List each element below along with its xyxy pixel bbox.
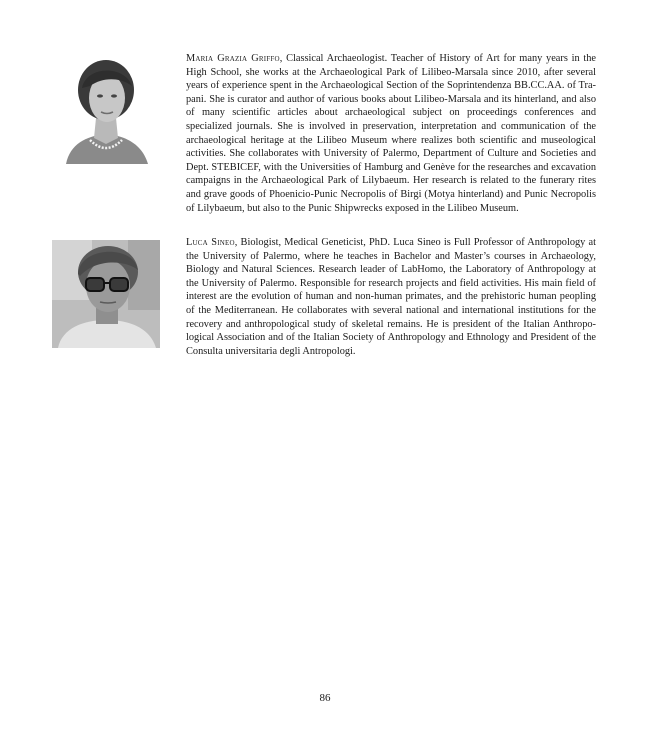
author-name: Maria Grazia Griffo [186,53,280,64]
portrait-photo-woman [52,56,160,164]
bio-text: , Classical Archaeologist. Teacher of History of Art for many years in the High School, she works at the Archaeological Park of Lilibeo-Marsala since 2010, after several years of experience spent in the Archaeological Section of the Soprintendenza BB.CC.AA. of Trapani. She is curator and author of various books about Lilibeo-Marsala and its hinterland, and also of many scientific articles about archaeological subject on proceedings conferences and specialized journals. She is involved in preservation, interpretation and communication of the archaeological heritage at the Lilibeo Museum where realizes both scientific and museological activities. She collaborates with University of Palermo, Department of Culture and Societies and Dept. STEBICEF, with the Universities of Hamburg and Genève for the researches and excavation campaigns in the Archaeological Park of Lilybaeum. Her research is related to the funerary rites and grave goods of Phoenicio-Punic Necropolis of Birgi (Motya hinterland) and Punic Necropolis of Lilybaeum, but also to the Punic Shipwrecks exposed in the Lilibeo Museum. [186,53,597,214]
bio-paragraph [186,236,596,358]
portrait-photo-man [52,240,160,348]
portrait-illustration [52,240,160,348]
page-number: 86 [319,692,331,704]
bio-paragraph [186,52,596,215]
bio-text: , Biologist, Medical Geneticist, PhD. Luca Sineo is Full Professor of Anthropology at the University of Palermo, where he teaches in Bachelor and Master’s courses in Archaeology, Biology and Natural Sciences. Research leader of LabHomo, the Laboratory of Anthropology at the University of Palermo. Responsible for research projects and field activities. His main field of interest are the evolution of human and non-human primates, and the prehistoric human peopling of the Mediterranean. He collaborates with several national and international institutions for the recovery and anthropological study of skeletal remains. He is president of the Italian Anthropological Association and of the Italian Society of Anthropology and Ethnology and President of the Consulta universitaria degli Antropologi. [186,237,596,357]
portrait-illustration [52,56,160,164]
author-name: Luca Sineo [186,237,235,248]
